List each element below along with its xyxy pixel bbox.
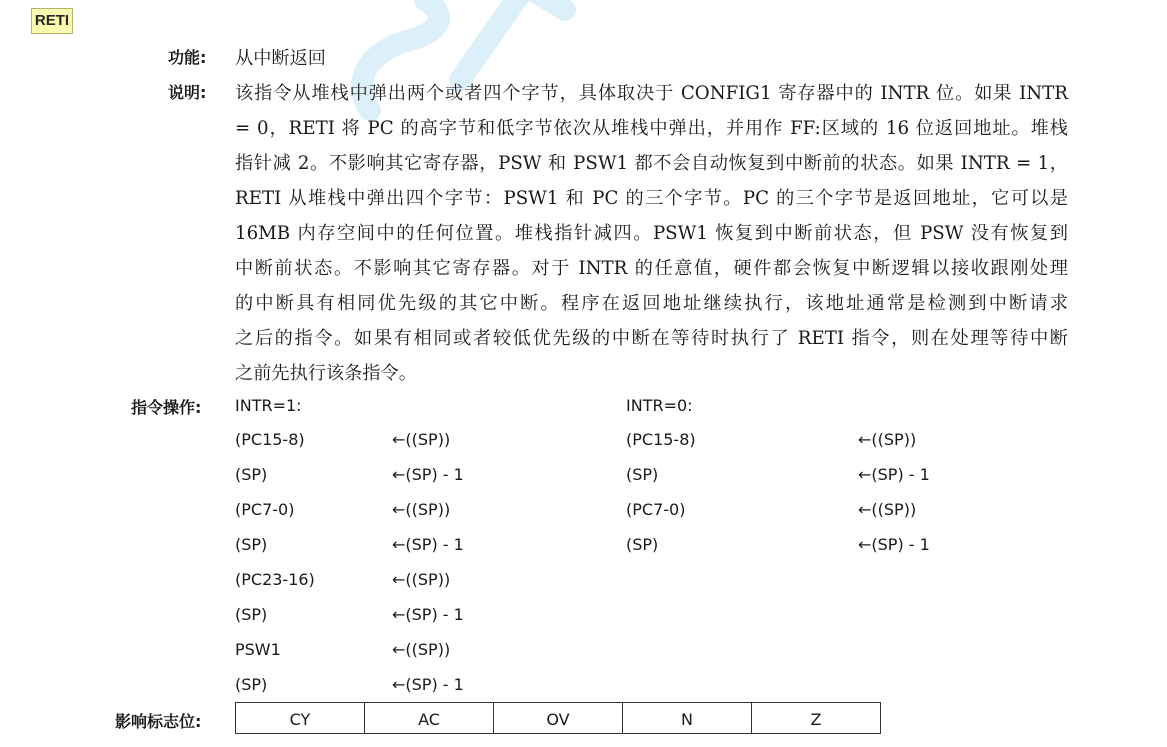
op-dest: (SP)	[626, 535, 659, 554]
flags-label: 影响标志位:	[115, 712, 202, 731]
op-src: ←((SP))	[392, 640, 451, 659]
op-dest: (SP)	[235, 675, 268, 694]
description-line: 之前先执行该条指令。	[235, 363, 417, 384]
op-src: ←((SP))	[392, 570, 451, 589]
description-line: 之后的指令。如果有相同或者较低优先级的中断在等待时执行了 RETI 指令，则在处理等待中断	[235, 328, 1068, 349]
function-text: 从中断返回	[235, 48, 326, 69]
instruction-tag: RETI	[31, 8, 73, 34]
description-label: 说明:	[168, 83, 207, 102]
operation-label: 指令操作:	[131, 398, 202, 417]
op-dest: (PC7-0)	[235, 500, 295, 519]
flag-cell-ac: AC	[365, 703, 494, 734]
op-src: ←((SP))	[392, 430, 451, 449]
intr1-header: INTR=1:	[235, 396, 302, 415]
flag-cell-ov: OV	[494, 703, 623, 734]
op-src: ←(SP) - 1	[392, 465, 464, 484]
intr0-header: INTR=0:	[626, 396, 693, 415]
description-line: 指针减 2。不影响其它寄存器，PSW 和 PSW1 都不会自动恢复到中断前的状态。如果 INTR = 1，	[235, 153, 1068, 174]
op-dest: (PC15-8)	[235, 430, 305, 449]
op-dest: (PC15-8)	[626, 430, 696, 449]
op-src: ←(SP) - 1	[392, 605, 464, 624]
flags-table	[235, 702, 881, 734]
flags-row	[236, 703, 881, 734]
op-src: ←(SP) - 1	[392, 535, 464, 554]
flag-cell-n: N	[623, 703, 752, 734]
op-dest: (PC23-16)	[235, 570, 315, 589]
description-line: RETI 从堆栈中弹出四个字节：PSW1 和 PC 的三个字节。PC 的三个字节是返回地址，它可以是	[235, 188, 1068, 209]
op-dest: PSW1	[235, 640, 281, 659]
description-line: 该指令从堆栈中弹出两个或者四个字节，具体取决于 CONFIG1 寄存器中的 INTR 位。如果 INTR	[235, 83, 1068, 104]
function-label: 功能:	[168, 48, 207, 67]
description-line: 中断前状态。不影响其它寄存器。对于 INTR 的任意值，硬件都会恢复中断逻辑以接收跟刚处理	[235, 258, 1068, 279]
op-src: ←(SP) - 1	[858, 535, 930, 554]
flag-cell-z: Z	[752, 703, 881, 734]
op-src: ←(SP) - 1	[858, 465, 930, 484]
op-src: ←((SP))	[392, 500, 451, 519]
description-line: = 0，RETI 将 PC 的高字节和低字节依次从堆栈中弹出，并用作 FF:区域的 16 位返回地址。堆栈	[235, 118, 1068, 139]
op-src: ←(SP) - 1	[392, 675, 464, 694]
op-dest: (SP)	[235, 465, 268, 484]
op-src: ←((SP))	[858, 500, 917, 519]
op-dest: (SP)	[235, 605, 268, 624]
description-line: 的中断具有相同优先级的其它中断。程序在返回地址继续执行，该地址通常是检测到中断请求	[235, 293, 1068, 314]
op-dest: (PC7-0)	[626, 500, 686, 519]
description-line: 16MB 内存空间中的任何位置。堆栈指针减四。PSW1 恢复到中断前状态，但 PSW 没有恢复到	[235, 223, 1068, 244]
op-src: ←((SP))	[858, 430, 917, 449]
op-dest: (SP)	[235, 535, 268, 554]
flag-cell-cy: CY	[236, 703, 365, 734]
op-dest: (SP)	[626, 465, 659, 484]
